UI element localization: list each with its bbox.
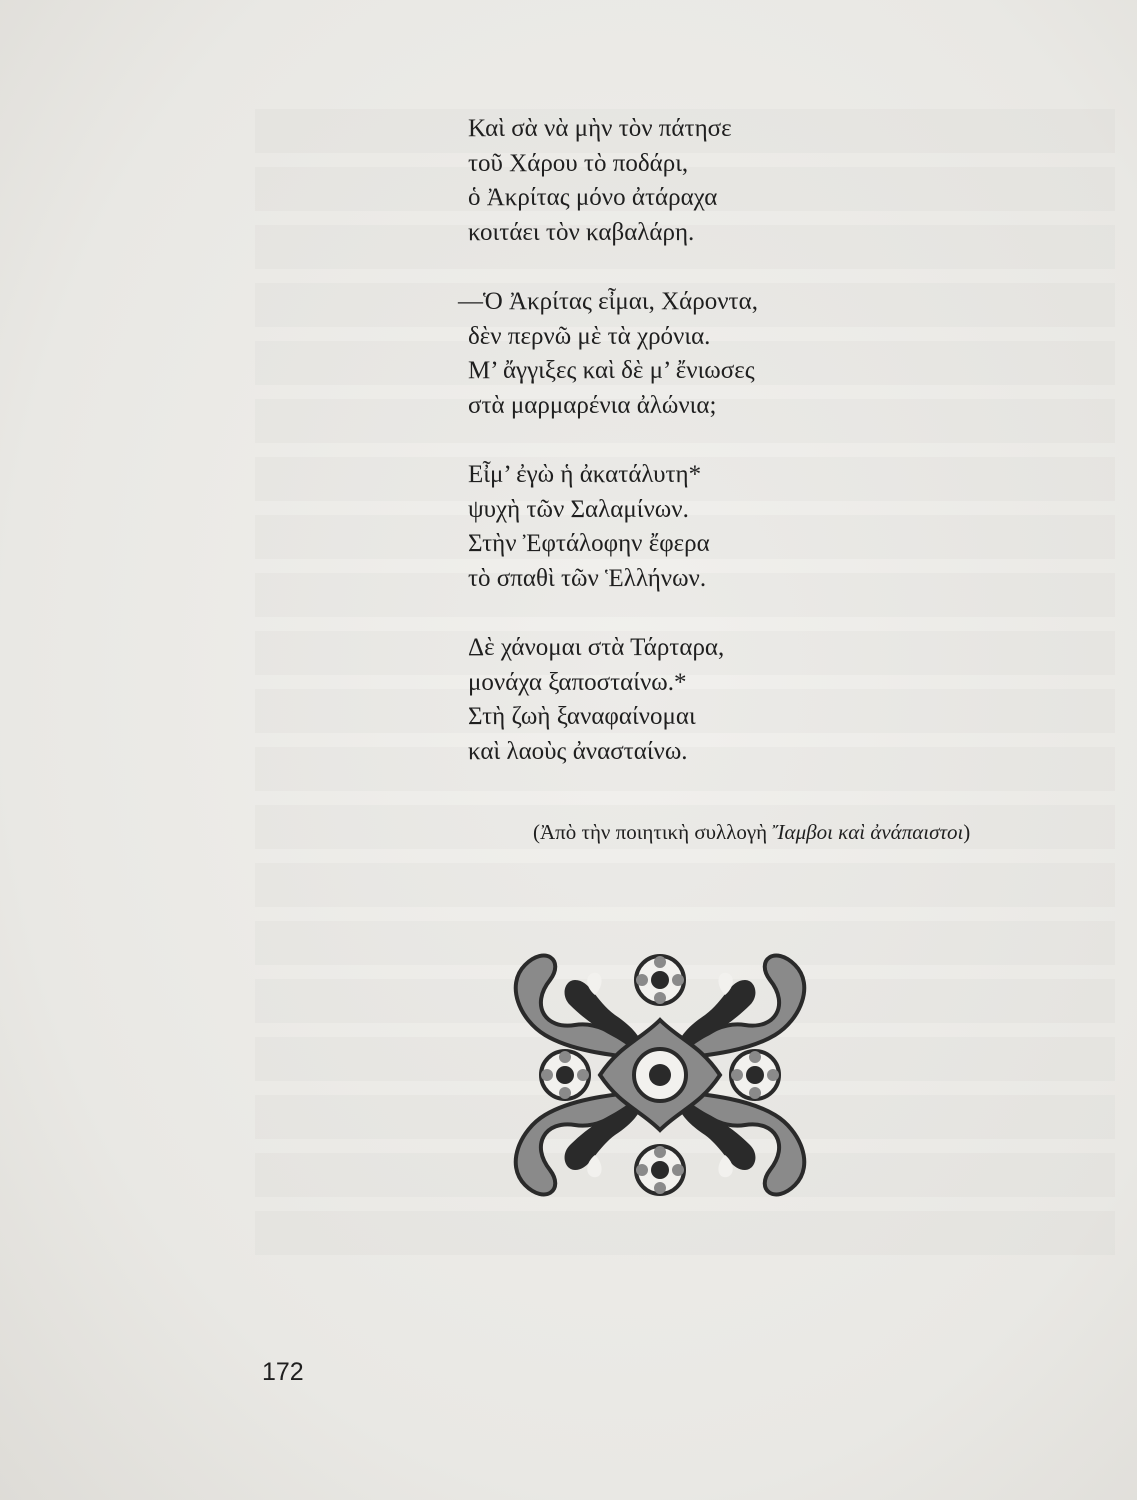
poem-line: κοιτάει τὸν καβαλάρη. [468, 218, 695, 246]
poem-line: Στὴν Ἐφτάλοφην ἔφερα [468, 530, 710, 557]
poem [458, 112, 1068, 804]
poem-line: τὸ σπαθὶ τῶν Ἑλλήνων. [468, 564, 707, 592]
stanza [468, 112, 1068, 250]
poem-line: Εἶμ’ ἐγὼ ἡ ἀκατάλυτη* [468, 461, 702, 488]
stanza [468, 631, 1068, 769]
page-number: 172 [262, 1358, 304, 1386]
poem-line: καὶ λαοὺς ἀνασταίνω. [468, 737, 688, 765]
poem-line: ψυχὴ τῶν Σαλαμίνων. [468, 495, 689, 523]
source-citation [533, 820, 970, 845]
poem-line: ὁ Ἀκρίτας μόνο ἀτάραχα [468, 184, 718, 211]
source-prefix: (Ἀπὸ τὴν ποιητικὴ συλλογὴ [533, 820, 773, 844]
stanza [458, 285, 1068, 423]
source-suffix: ) [963, 820, 971, 844]
poem-line: στὰ μαρμαρένια ἀλώνια; [468, 391, 717, 419]
source-title: Ἴαμβοι καὶ ἀνάπαιστοι [772, 820, 964, 844]
ornament-rosette [636, 1146, 684, 1194]
poem-line: δὲν περνῶ μὲ τὰ χρόνια. [468, 322, 711, 350]
ornament-rosette [636, 956, 684, 1004]
poem-line: Καὶ σὰ νὰ μὴν τὸν πάτησε [468, 115, 732, 142]
poem-line: Μ’ ἄγγιξες καὶ δὲ μ’ ἔνιωσες [468, 357, 755, 384]
poem-line: Στὴ ζωὴ ξαναφαίνομαι [468, 703, 696, 730]
poem-line: Δὲ χάνομαι στὰ Τάρταρα, [468, 634, 725, 661]
poem-line: τοῦ Χάρου τὸ ποδάρι, [468, 149, 689, 177]
ornament-rosette [541, 1051, 589, 1099]
ornament-rosette [731, 1051, 779, 1099]
stanza [468, 458, 1068, 596]
poem-line: —Ὁ Ἀκρίτας εἶμαι, Χάροντα, [458, 288, 758, 315]
floral-ornament-icon [505, 925, 815, 1225]
poem-line: μονάχα ξαποσταίνω.* [468, 668, 687, 696]
